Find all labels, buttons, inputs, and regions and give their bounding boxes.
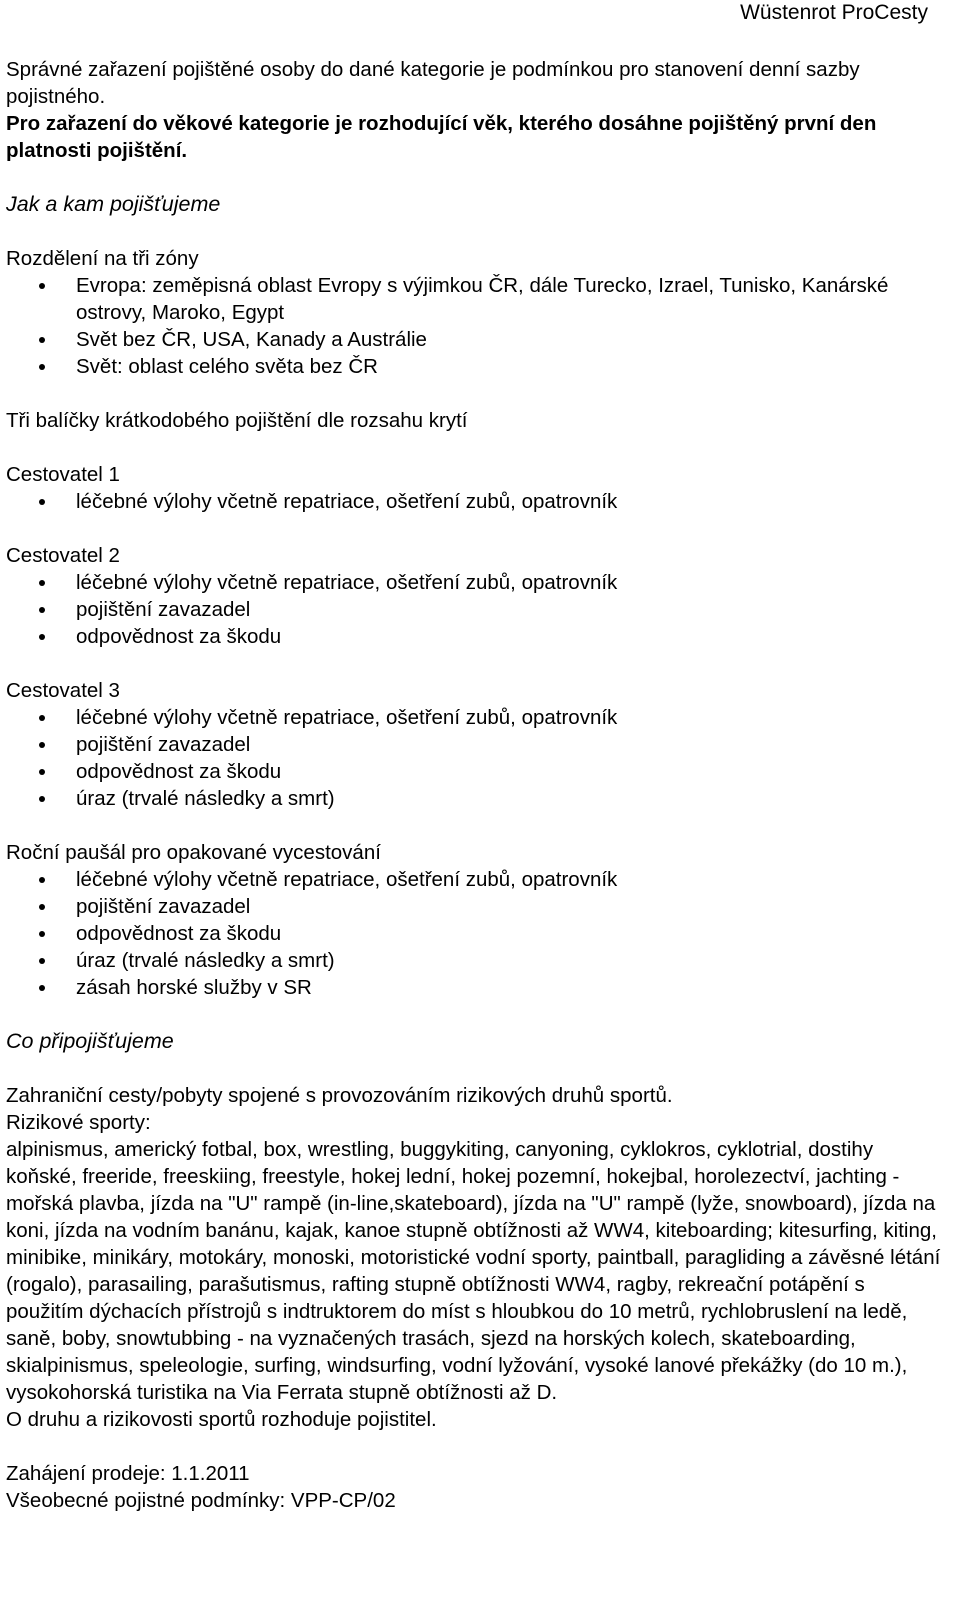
package-items	[6, 488, 941, 515]
section-heading-how: Jak a kam pojišťujeme	[6, 192, 221, 216]
package-item: léčebné výlohy včetně repatriace, ošetření zubů, opatrovník	[6, 488, 941, 515]
annual-item: pojištění zavazadel	[6, 893, 941, 920]
packages-title: Tři balíčky krátkodobého pojištění dle rozsahu krytí	[6, 409, 468, 432]
annual-item: odpovědnost za škodu	[6, 920, 941, 947]
zones-list	[6, 272, 941, 380]
sale-start: Zahájení prodeje: 1.1.2011	[6, 1462, 250, 1485]
package-item: úraz (trvalé následky a smrt)	[6, 785, 941, 812]
zone-item: Svět bez ČR, USA, Kanady a Austrálie	[6, 326, 941, 353]
package-item: léčebné výlohy včetně repatriace, ošetření zubů, opatrovník	[6, 704, 941, 731]
zone-item: Svět: oblast celého světa bez ČR	[6, 353, 941, 380]
package-item: pojištění zavazadel	[6, 731, 941, 758]
package-item: odpovědnost za škodu	[6, 623, 941, 650]
package-items	[6, 704, 941, 812]
zones-title: Rozdělení na tři zóny	[6, 247, 199, 270]
risky-sports-list: alpinismus, americký fotbal, box, wrestling, buggykiting, canyoning, cyklokros, cyklotrial, dostihy koňské, freeride, freeskiing, freestyle, hokej lední, hokej pozemní, hokejbal, horolezectví, jachting - mořská plavba, jízda na "U" rampě (in-line,skateboard), jízda na "U" rampě (lyže, snowboard), jízda na koni, jízda na vodním banánu, kajak, kanoe stupně obtížnosti až WW4, kiteboarding; kitesurfing, kiting, minibike, minikáry, motokáry, monoski, motoristické vodní sporty, paintball, paragliding a závěsné létání (rogalo), parasailing, parašutismus, rafting stupně obtížnosti WW4, ragby, rekreační potápění s použitím dýchacích přístrojů s indtruktorem do míst s hloubkou do 10 metrů, rychlobruslení na ledě, saně, boby, snowtubbing - na vyznačených trasách, sjezd na horských kolech, skateboarding, skialpinismus, speleologie, surfing, windsurfing, vodní lyžování, vysoké lanové překážky (do 10 m.), vysokohorská turistika na Via Ferrata stupně obtížnosti až D.	[6, 1138, 941, 1404]
annual-item: úraz (trvalé následky a smrt)	[6, 947, 941, 974]
extra-line: Zahraniční cesty/pobyty spojené s provozováním rizikových druhů sportů.	[6, 1084, 673, 1107]
package-item: odpovědnost za škodu	[6, 758, 941, 785]
package-name: Cestovatel 3	[6, 679, 120, 702]
zone-item: Evropa: zeměpisná oblast Evropy s výjimkou ČR, dále Turecko, Izrael, Tunisko, Kanárské ostrovy, Maroko, Egypt	[6, 272, 941, 326]
risky-sports-label: Rizikové sporty:	[6, 1111, 151, 1134]
insurer-decision: O druhu a rizikovosti sportů rozhoduje pojistitel.	[6, 1408, 437, 1431]
package-item: pojištění zavazadel	[6, 596, 941, 623]
annual-package-name: Roční paušál pro opakované vycestování	[6, 841, 381, 864]
intro-paragraph: Správné zařazení pojištěné osoby do dané kategorie je podmínkou pro stanovení denní sazby pojistného.	[6, 58, 860, 108]
age-rule-paragraph: Pro zařazení do věkové kategorie je rozhodující věk, kterého dosáhne pojištěný první den platnosti pojištění.	[6, 112, 877, 162]
package-name: Cestovatel 2	[6, 544, 120, 567]
annual-items	[6, 866, 941, 1001]
annual-item: léčebné výlohy včetně repatriace, ošetření zubů, opatrovník	[6, 866, 941, 893]
package-items	[6, 569, 941, 650]
policy-conditions: Všeobecné pojistné podmínky: VPP-CP/02	[6, 1489, 396, 1512]
section-heading-extra: Co připojišťujeme	[6, 1029, 174, 1053]
annual-item: zásah horské služby v SR	[6, 974, 941, 1001]
document-body	[6, 56, 941, 1514]
brand-header: Wüstenrot ProCesty	[740, 1, 928, 24]
package-item: léčebné výlohy včetně repatriace, ošetření zubů, opatrovník	[6, 569, 941, 596]
package-name: Cestovatel 1	[6, 463, 120, 486]
